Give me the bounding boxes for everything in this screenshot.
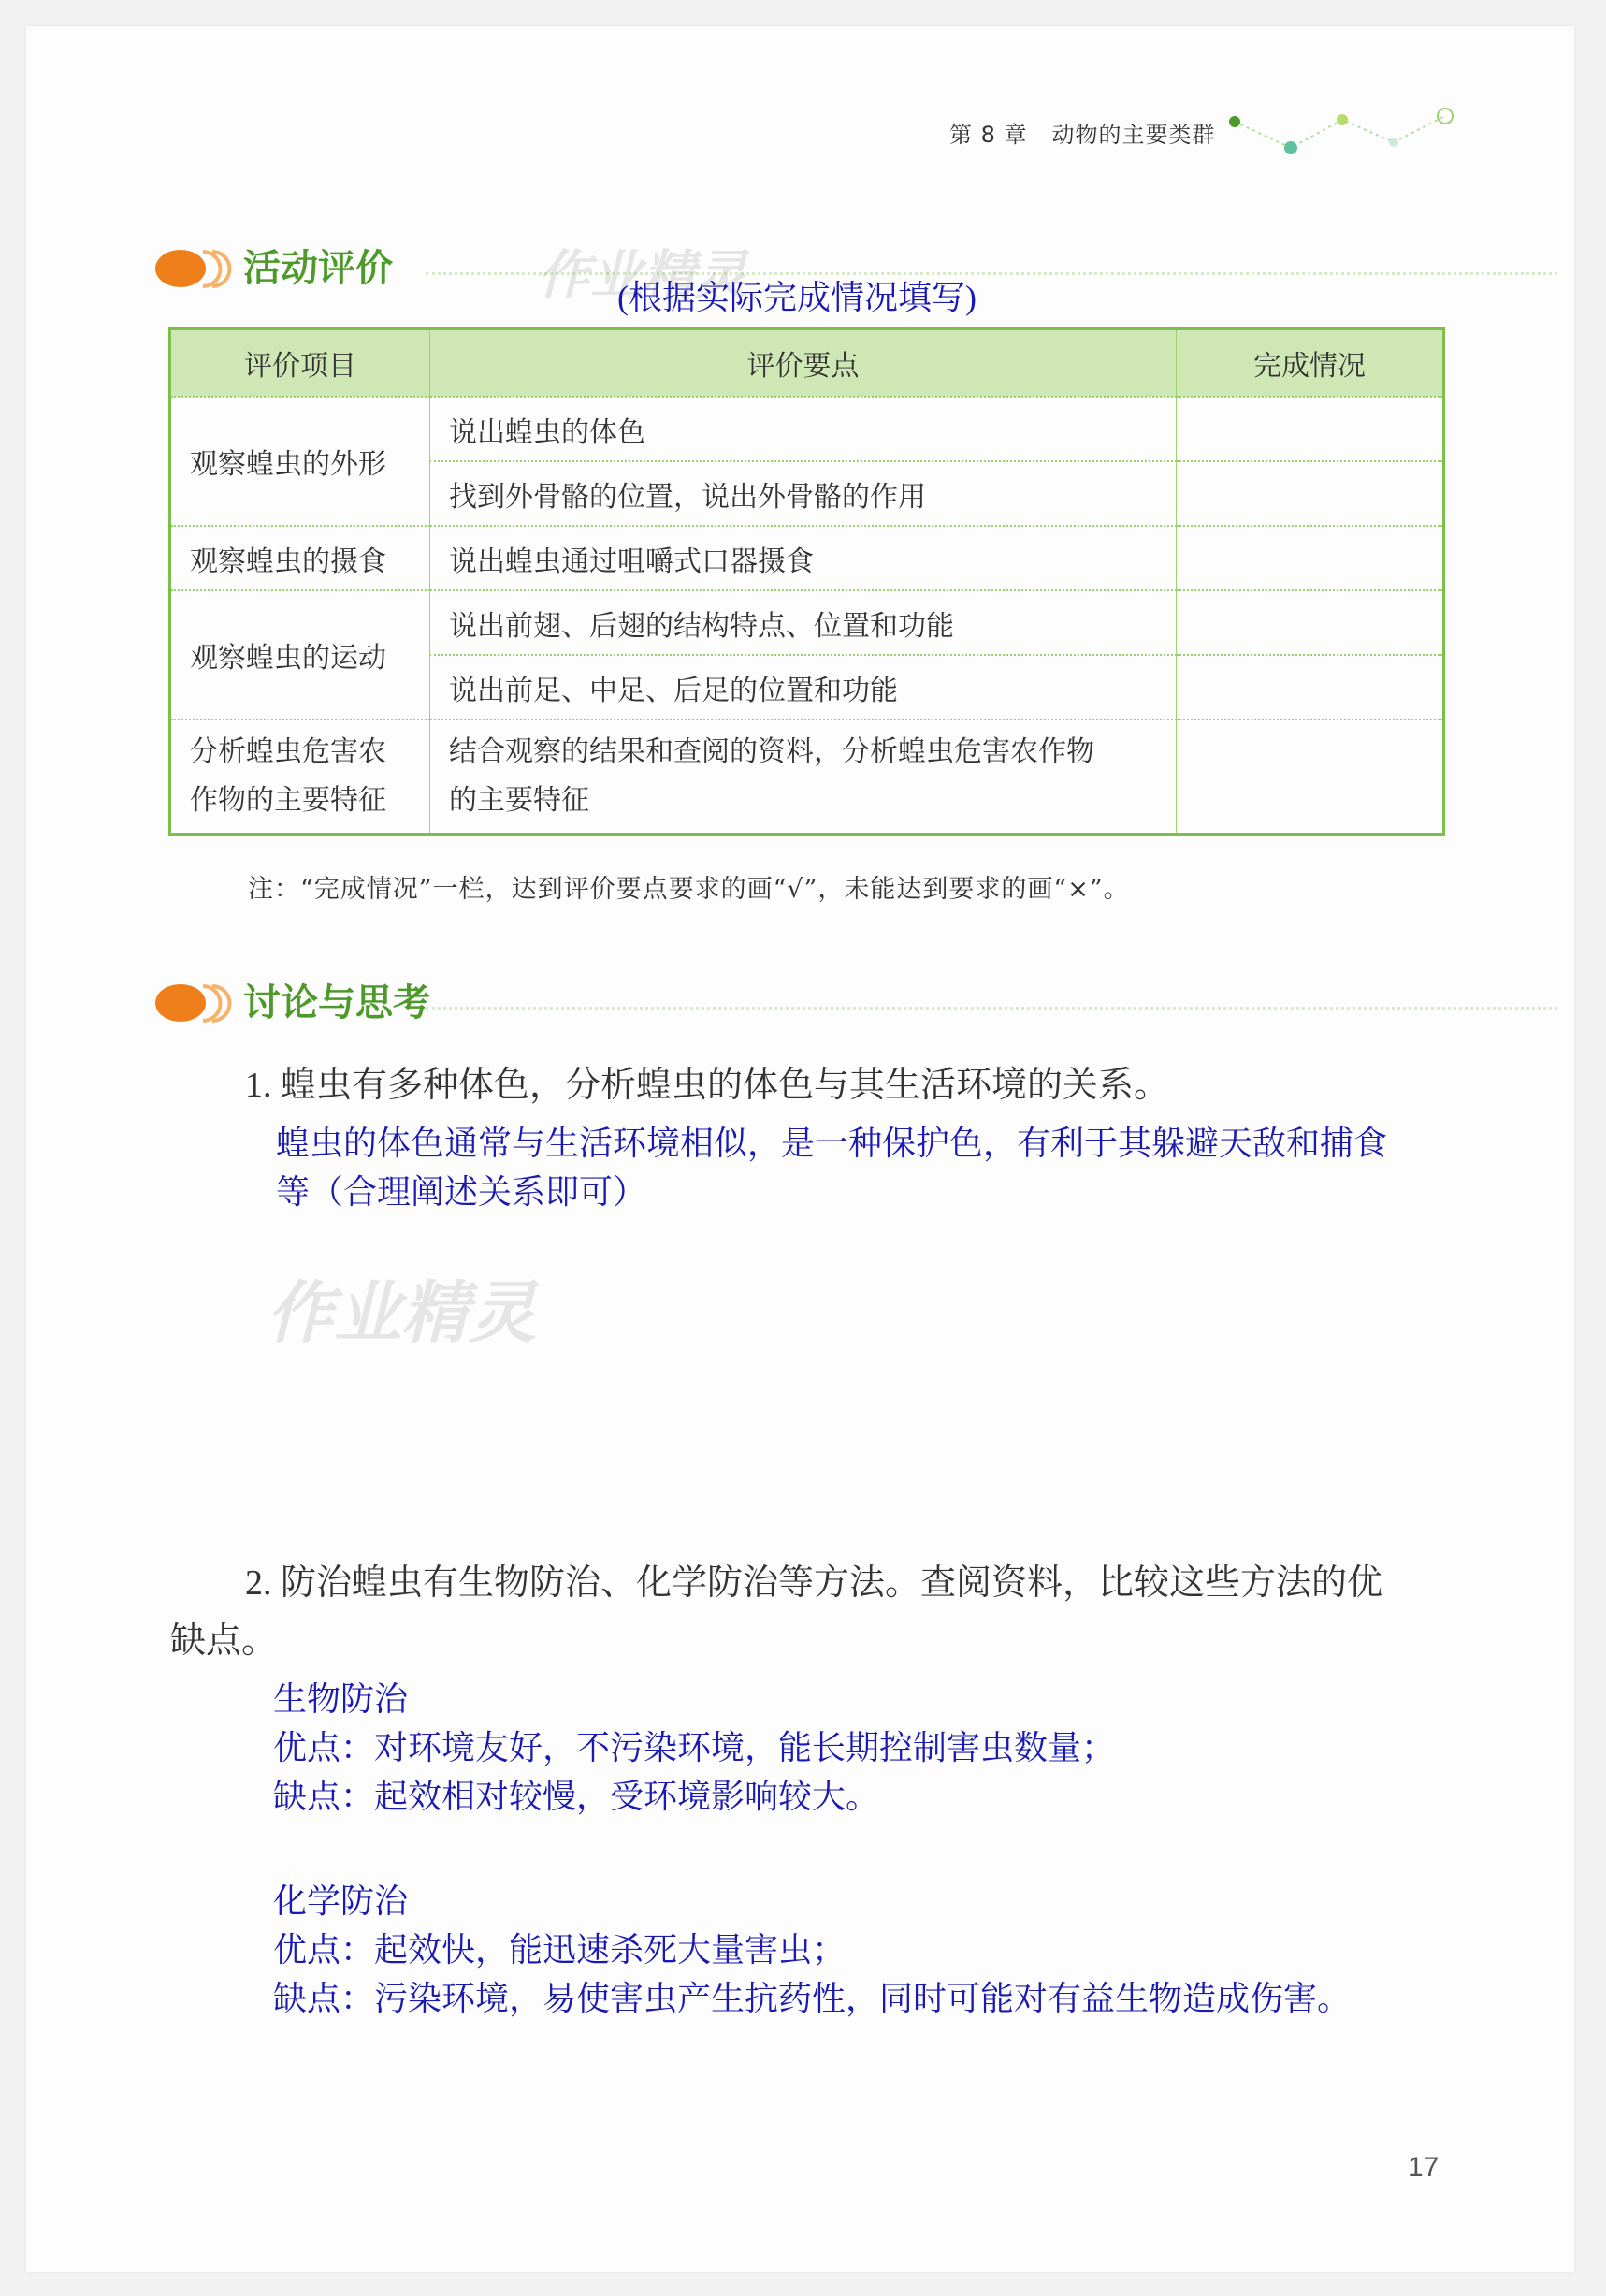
eval-item: 观察蝗虫的摄食: [170, 526, 430, 590]
answer-1: [276, 1119, 1387, 1216]
header-dots-decoration: [1225, 105, 1459, 156]
method-cons: 缺点：污染环境，易使害虫产生抗药性，同时可能对有益生物造成伤害。: [273, 1980, 1352, 2017]
header-cell: 评价项目: [170, 329, 430, 398]
table-header-row: [170, 329, 1444, 398]
eval-item: 观察蝗虫的运动: [170, 590, 430, 719]
section-title: 活动评价: [243, 247, 393, 290]
dotted-rule: [426, 1007, 1557, 1010]
chapter-title: 动物的主要类群: [1051, 122, 1216, 148]
eval-point: 说出蝗虫通过咀嚼式口器摄食: [430, 526, 1177, 590]
section-bullet-icon: [154, 982, 234, 1024]
evaluation-table: [168, 327, 1445, 836]
eval-item: [170, 719, 430, 835]
table-row: [170, 590, 1444, 655]
answer-2-bio: [273, 1675, 1115, 1821]
answer-2-chem: [273, 1877, 1351, 2023]
watermark: 作业精灵: [267, 1273, 537, 1352]
header-cell: 完成情况: [1177, 329, 1444, 398]
method-cons: 缺点：起效相对较慢，受环境影响较大。: [273, 1778, 880, 1815]
question-2-line: 2. 防治蝗虫有生物防治、化学防治等方法。查阅资料，比较这些方法的优: [245, 1563, 1383, 1603]
completion-cell[interactable]: [1177, 719, 1444, 835]
method-title: 生物防治: [273, 1680, 409, 1718]
answer-line: 蝗虫的体色通常与生活环境相似，是一种保护色，有利于其躲避天敌和捕食: [276, 1125, 1388, 1162]
page-number: 17: [1408, 2152, 1440, 2183]
chapter-number: 第 8 章: [949, 122, 1028, 148]
question-1: 1. 蝗虫有多种体色，分析蝗虫的体色与其生活环境的关系。: [245, 1066, 1170, 1105]
eval-item: 观察蝗虫的外形: [170, 397, 430, 526]
eval-item-line: 分析蝗虫危害农: [190, 735, 386, 768]
table-footnote: 注：“完成情况”一栏，达到评价要点要求的画“√”，未能达到要求的画“×”。: [248, 875, 1130, 904]
table-row: [170, 397, 1444, 461]
table-row: [170, 526, 1444, 590]
completion-cell[interactable]: [1177, 397, 1444, 461]
completion-cell[interactable]: [1177, 526, 1444, 590]
method-title: 化学防治: [273, 1882, 409, 1920]
eval-point: [430, 719, 1177, 835]
table-row: [170, 719, 1444, 835]
eval-item-line: 作物的主要特征: [190, 784, 386, 817]
eval-point: 说出前足、中足、后足的位置和功能: [430, 655, 1177, 719]
eval-point-line: 的主要特征: [449, 784, 589, 817]
watermark: 作业精灵: [538, 245, 747, 306]
running-header: [949, 116, 1216, 149]
eval-point-line: 结合观察的结果和查阅的资料，分析蝗虫危害农作物: [449, 735, 1094, 768]
eval-point: 说出前翅、后翅的结构特点、位置和功能: [430, 590, 1177, 655]
question-2-line: 缺点。: [170, 1621, 278, 1661]
eval-point: 说出蝗虫的体色: [430, 397, 1177, 461]
completion-cell[interactable]: [1177, 655, 1444, 719]
method-pros: 优点：起效快，能迅速杀死大量害虫；: [273, 1931, 846, 1969]
method-pros: 优点：对环境友好，不污染环境，能长期控制害虫数量；: [273, 1729, 1116, 1766]
section-title: 讨论与思考: [243, 981, 430, 1024]
eval-point: 找到外骨骼的位置，说出外骨骼的作用: [430, 461, 1177, 526]
answer-line: 等（合理阐述关系即可）: [276, 1173, 647, 1211]
header-cell: 评价要点: [430, 329, 1177, 398]
completion-cell[interactable]: [1177, 461, 1444, 526]
completion-cell[interactable]: [1177, 590, 1444, 655]
section-bullet-icon: [154, 248, 234, 290]
fill-note: (根据实际完成情况填写): [617, 279, 977, 316]
